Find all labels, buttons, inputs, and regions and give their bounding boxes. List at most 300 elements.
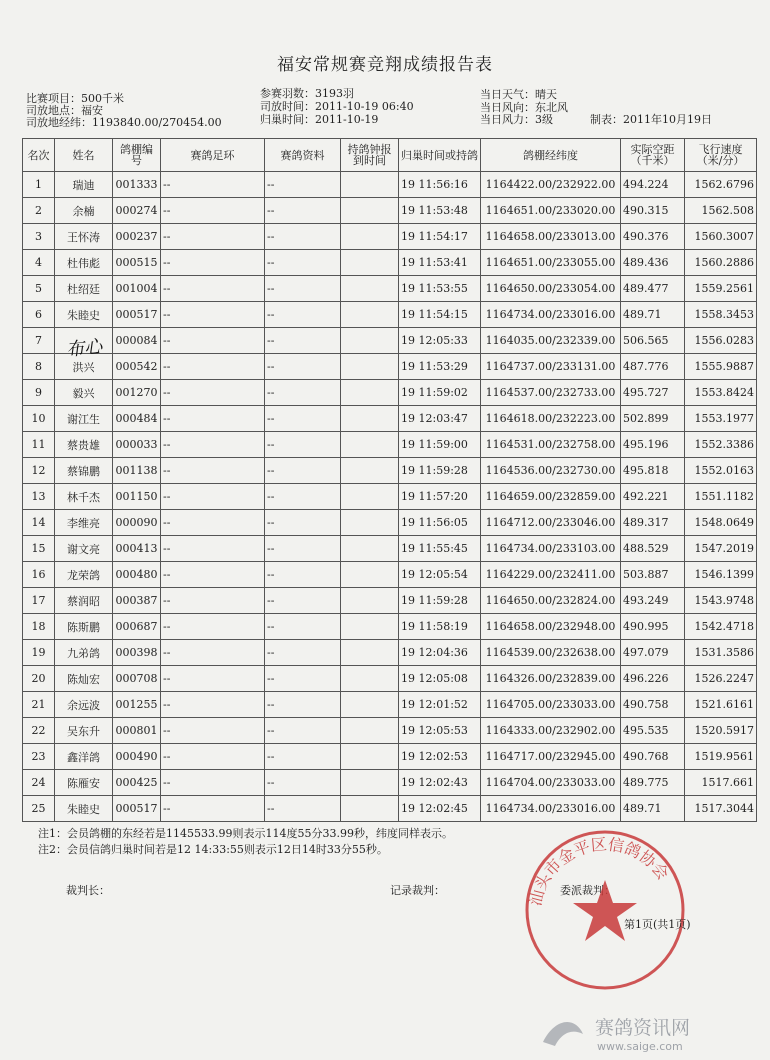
return-day: 19 [401, 594, 415, 607]
cell-loft: 000480 [113, 562, 161, 588]
table-row [23, 250, 757, 276]
cell-distance: 488.529 [621, 536, 685, 562]
cell-return-time [399, 276, 481, 302]
cell-distance: 490.376 [621, 224, 685, 250]
cell-rank: 23 [23, 744, 55, 770]
svg-text:赛鸽资讯网: 赛鸽资讯网 [595, 1017, 691, 1039]
cell-loft: 000084 [113, 328, 161, 354]
cell-name: 陈灿宏 [55, 666, 113, 692]
cell-ring: -- [161, 354, 265, 380]
cell-speed: 1520.5917 [685, 718, 757, 744]
table-row [23, 172, 757, 198]
cell-speed: 1546.1399 [685, 562, 757, 588]
chief-judge-label: 裁判长： [66, 884, 110, 897]
release-place: 司放地点：福安 [26, 104, 103, 117]
table-row [23, 406, 757, 432]
return-clock: 11:54:15 [418, 308, 468, 321]
cell-coords: 1164734.00/233016.00 [481, 796, 621, 822]
cell-name: 朱睦史 [55, 796, 113, 822]
cell-speed: 1552.3386 [685, 432, 757, 458]
return-day: 19 [401, 256, 415, 269]
cell-speed: 1517.661 [685, 770, 757, 796]
cell-report [341, 380, 399, 406]
cell-coords: 1164539.00/232638.00 [481, 640, 621, 666]
cell-return-time [399, 744, 481, 770]
cell-loft: 000517 [113, 302, 161, 328]
return-clock: 11:53:29 [418, 360, 468, 373]
cell-report [341, 718, 399, 744]
cell-name: 蔡锦鹏 [55, 458, 113, 484]
cell-loft: 000237 [113, 224, 161, 250]
event-label: 比赛项目：500千米 [26, 92, 124, 105]
cell-return-time [399, 796, 481, 822]
return-clock: 11:59:02 [418, 386, 468, 399]
cell-name: 毅兴 [55, 380, 113, 406]
cell-report [341, 666, 399, 692]
table-row [23, 744, 757, 770]
cell-name: 蔡润昭 [55, 588, 113, 614]
cell-ring: -- [161, 484, 265, 510]
cell-rank: 16 [23, 562, 55, 588]
table-row [23, 718, 757, 744]
cell-speed: 1542.4718 [685, 614, 757, 640]
cell-rank: 10 [23, 406, 55, 432]
cell-distance: 495.535 [621, 718, 685, 744]
col-report: 持鸽钟报到时间 [341, 139, 399, 172]
cell-speed: 1562.508 [685, 198, 757, 224]
return-day: 19 [401, 698, 415, 711]
cell-info: -- [265, 666, 341, 692]
cell-speed: 1547.2019 [685, 536, 757, 562]
cell-rank: 18 [23, 614, 55, 640]
cell-rank: 22 [23, 718, 55, 744]
cell-return-time [399, 510, 481, 536]
return-clock: 11:57:20 [418, 490, 468, 503]
return-day: 19 [401, 776, 415, 789]
cell-info: -- [265, 692, 341, 718]
return-clock: 12:02:45 [418, 802, 468, 815]
cell-ring: -- [161, 172, 265, 198]
cell-coords: 1164422.00/232922.00 [481, 172, 621, 198]
cell-info: -- [265, 796, 341, 822]
return-clock: 11:55:45 [418, 542, 468, 555]
cell-info: -- [265, 432, 341, 458]
cell-name: 陈雁安 [55, 770, 113, 796]
table-row [23, 588, 757, 614]
cell-ring: -- [161, 718, 265, 744]
cell-coords: 1164531.00/232758.00 [481, 432, 621, 458]
cell-rank: 15 [23, 536, 55, 562]
return-clock: 11:59:28 [418, 464, 468, 477]
return-day: 19 [401, 360, 415, 373]
cell-rank: 20 [23, 666, 55, 692]
cell-name: 李维亮 [55, 510, 113, 536]
cell-ring: -- [161, 770, 265, 796]
cell-coords: 1164704.00/233033.00 [481, 770, 621, 796]
cell-coords: 1164229.00/232411.00 [481, 562, 621, 588]
cell-coords: 1164651.00/233055.00 [481, 250, 621, 276]
cell-info: -- [265, 536, 341, 562]
cell-return-time [399, 770, 481, 796]
return-clock: 11:53:55 [418, 282, 468, 295]
cell-distance: 492.221 [621, 484, 685, 510]
cell-report [341, 744, 399, 770]
cell-coords: 1164536.00/232730.00 [481, 458, 621, 484]
cell-distance: 497.079 [621, 640, 685, 666]
cell-ring: -- [161, 510, 265, 536]
table-row [23, 302, 757, 328]
cell-report [341, 406, 399, 432]
cell-report [341, 276, 399, 302]
cell-return-time [399, 692, 481, 718]
cell-name: 鑫洋鸽 [55, 744, 113, 770]
cell-distance: 494.224 [621, 172, 685, 198]
return-clock: 11:56:05 [418, 516, 468, 529]
cell-return-time [399, 614, 481, 640]
cell-return-time [399, 588, 481, 614]
cell-distance: 495.727 [621, 380, 685, 406]
cell-ring: -- [161, 562, 265, 588]
cell-name: 余远波 [55, 692, 113, 718]
cell-rank: 19 [23, 640, 55, 666]
svg-text:www.saige.com: www.saige.com [597, 1040, 683, 1053]
cell-info: -- [265, 510, 341, 536]
table-row [23, 328, 757, 354]
table-row [23, 770, 757, 796]
table-row [23, 276, 757, 302]
return-clock: 11:53:41 [418, 256, 468, 269]
cell-ring: -- [161, 666, 265, 692]
cell-info: -- [265, 328, 341, 354]
cell-return-time [399, 302, 481, 328]
cell-coords: 1164618.00/232223.00 [481, 406, 621, 432]
cell-speed: 1517.3044 [685, 796, 757, 822]
cell-return-time [399, 562, 481, 588]
cell-rank: 3 [23, 224, 55, 250]
cell-report [341, 692, 399, 718]
made-date: 制表：2011年10月19日 [590, 113, 712, 126]
return-day: 19 [401, 750, 415, 763]
cell-coords: 1164650.00/233054.00 [481, 276, 621, 302]
cell-name: 吴东升 [55, 718, 113, 744]
results-table [22, 138, 757, 822]
cell-report [341, 458, 399, 484]
return-clock: 12:05:54 [418, 568, 468, 581]
cell-info: -- [265, 744, 341, 770]
cell-ring: -- [161, 588, 265, 614]
cell-speed: 1555.9887 [685, 354, 757, 380]
entries-count: 参赛羽数：3193羽 [260, 87, 354, 100]
cell-ring: -- [161, 328, 265, 354]
cell-distance: 489.317 [621, 510, 685, 536]
table-row [23, 614, 757, 640]
cell-report [341, 172, 399, 198]
return-day: 19 [401, 568, 415, 581]
return-clock: 11:56:16 [418, 178, 468, 191]
cell-speed: 1521.6161 [685, 692, 757, 718]
cell-info: -- [265, 484, 341, 510]
cell-info: -- [265, 718, 341, 744]
cell-ring: -- [161, 380, 265, 406]
cell-speed: 1519.9561 [685, 744, 757, 770]
wind-force: 当日风力：3级 [480, 113, 553, 126]
cell-loft: 000425 [113, 770, 161, 796]
cell-loft: 000387 [113, 588, 161, 614]
cell-report [341, 302, 399, 328]
table-row [23, 380, 757, 406]
cell-coords: 1164651.00/233020.00 [481, 198, 621, 224]
cell-speed: 1556.0283 [685, 328, 757, 354]
cell-return-time [399, 224, 481, 250]
cell-return-time [399, 380, 481, 406]
cell-speed: 1562.6796 [685, 172, 757, 198]
col-rank: 名次 [23, 139, 55, 172]
cell-report [341, 640, 399, 666]
cell-loft: 000517 [113, 796, 161, 822]
cell-distance: 489.71 [621, 796, 685, 822]
weather: 当日天气：晴天 [480, 88, 557, 101]
cell-return-time [399, 718, 481, 744]
cell-loft: 000708 [113, 666, 161, 692]
svg-text:汕头市金平区信鸽协会: 汕头市金平区信鸽协会 [525, 834, 673, 908]
cell-distance: 490.758 [621, 692, 685, 718]
return-day: 19 [401, 490, 415, 503]
cell-distance: 487.776 [621, 354, 685, 380]
record-judge-label: 记录裁判： [390, 884, 445, 897]
cell-name: 王怀涛 [55, 224, 113, 250]
cell-name: 朱睦史 [55, 302, 113, 328]
col-loft: 鸽棚编号 [113, 139, 161, 172]
cell-distance: 490.995 [621, 614, 685, 640]
table-row [23, 458, 757, 484]
wind-direction: 当日风向：东北风 [480, 101, 568, 114]
cell-ring: -- [161, 692, 265, 718]
cell-speed: 1553.8424 [685, 380, 757, 406]
cell-coords: 1164537.00/232733.00 [481, 380, 621, 406]
cell-ring: -- [161, 458, 265, 484]
handwritten-name: 布心 [65, 336, 104, 361]
cell-coords: 1164658.00/233013.00 [481, 224, 621, 250]
return-clock: 11:54:17 [418, 230, 468, 243]
cell-loft: 000801 [113, 718, 161, 744]
return-date: 归巢时间：2011-10-19 [260, 113, 379, 126]
cell-return-time [399, 536, 481, 562]
cell-loft: 001255 [113, 692, 161, 718]
cell-distance: 495.818 [621, 458, 685, 484]
cell-loft: 000515 [113, 250, 161, 276]
return-clock: 12:02:53 [418, 750, 468, 763]
cell-rank: 21 [23, 692, 55, 718]
notes [38, 826, 453, 858]
return-clock: 11:58:19 [418, 620, 468, 633]
return-clock: 11:53:48 [418, 204, 468, 217]
cell-speed: 1543.9748 [685, 588, 757, 614]
cell-speed: 1553.1977 [685, 406, 757, 432]
cell-rank: 11 [23, 432, 55, 458]
col-dist: 实际空距（千米） [621, 139, 685, 172]
cell-return-time [399, 406, 481, 432]
return-day: 19 [401, 646, 415, 659]
cell-info: -- [265, 224, 341, 250]
return-clock: 12:03:47 [418, 412, 468, 425]
cell-return-time [399, 484, 481, 510]
cell-info: -- [265, 588, 341, 614]
cell-loft: 000542 [113, 354, 161, 380]
cell-ring: -- [161, 198, 265, 224]
table-row [23, 536, 757, 562]
cell-rank: 14 [23, 510, 55, 536]
note-1: 注1：会员鸽棚的东经若是1145533.99则表示114度55分33.99秒，纬度同样表示。 [38, 827, 453, 840]
table-row [23, 198, 757, 224]
cell-speed: 1552.0163 [685, 458, 757, 484]
return-clock: 12:02:43 [418, 776, 468, 789]
cell-coords: 1164658.00/232948.00 [481, 614, 621, 640]
cell-ring: -- [161, 224, 265, 250]
return-day: 19 [401, 334, 415, 347]
cell-name: 陈斯鹏 [55, 614, 113, 640]
cell-speed: 1531.3586 [685, 640, 757, 666]
table-row [23, 354, 757, 380]
return-day: 19 [401, 412, 415, 425]
cell-return-time [399, 328, 481, 354]
return-day: 19 [401, 542, 415, 555]
cell-rank: 9 [23, 380, 55, 406]
cell-return-time [399, 458, 481, 484]
cell-loft: 001004 [113, 276, 161, 302]
col-ring: 赛鸽足环 [161, 139, 265, 172]
cell-rank: 1 [23, 172, 55, 198]
cell-loft: 001138 [113, 458, 161, 484]
cell-rank: 6 [23, 302, 55, 328]
cell-rank: 17 [23, 588, 55, 614]
return-day: 19 [401, 516, 415, 529]
cell-distance: 489.775 [621, 770, 685, 796]
return-day: 19 [401, 204, 415, 217]
cell-info: -- [265, 406, 341, 432]
cell-rank: 7 [23, 328, 55, 354]
cell-speed: 1558.3453 [685, 302, 757, 328]
cell-loft: 000490 [113, 744, 161, 770]
table-header-row [23, 139, 757, 172]
watermark-logo [535, 1012, 760, 1056]
return-clock: 12:05:08 [418, 672, 468, 685]
cell-ring: -- [161, 744, 265, 770]
col-return: 归巢时间或持鸽 [399, 139, 481, 172]
cell-return-time [399, 172, 481, 198]
cell-ring: -- [161, 250, 265, 276]
cell-coords: 1164333.00/232902.00 [481, 718, 621, 744]
cell-loft: 000090 [113, 510, 161, 536]
table-row [23, 432, 757, 458]
cell-report [341, 614, 399, 640]
table-row [23, 796, 757, 822]
table-row [23, 484, 757, 510]
cell-speed: 1560.2886 [685, 250, 757, 276]
cell-report [341, 562, 399, 588]
cell-loft: 000484 [113, 406, 161, 432]
return-clock: 12:01:52 [418, 698, 468, 711]
cell-rank: 5 [23, 276, 55, 302]
cell-coords: 1164734.00/233016.00 [481, 302, 621, 328]
cell-info: -- [265, 198, 341, 224]
cell-name: 杜绍廷 [55, 276, 113, 302]
cell-ring: -- [161, 432, 265, 458]
cell-report [341, 484, 399, 510]
cell-loft: 000274 [113, 198, 161, 224]
cell-distance: 503.887 [621, 562, 685, 588]
cell-loft: 001270 [113, 380, 161, 406]
return-clock: 12:05:53 [418, 724, 468, 737]
cell-coords: 1164326.00/232839.00 [481, 666, 621, 692]
cell-info: -- [265, 614, 341, 640]
table-row [23, 692, 757, 718]
cell-info: -- [265, 354, 341, 380]
table-row [23, 224, 757, 250]
cell-info: -- [265, 276, 341, 302]
cell-report [341, 250, 399, 276]
return-clock: 12:04:36 [418, 646, 468, 659]
cell-report [341, 510, 399, 536]
release-time: 司放时间：2011-10-19 06:40 [260, 100, 414, 113]
return-day: 19 [401, 282, 415, 295]
cell-speed: 1551.1182 [685, 484, 757, 510]
page-info: 第1页(共1页) [624, 918, 691, 931]
cell-report [341, 536, 399, 562]
cell-name: 瑞迪 [55, 172, 113, 198]
cell-name: 杜伟彪 [55, 250, 113, 276]
cell-info: -- [265, 458, 341, 484]
cell-report [341, 588, 399, 614]
return-day: 19 [401, 386, 415, 399]
cell-report [341, 224, 399, 250]
release-coords: 司放地经纬：1193840.00/270454.00 [26, 116, 222, 129]
cell-ring: -- [161, 614, 265, 640]
cell-return-time [399, 666, 481, 692]
col-info: 赛鸽资料 [265, 139, 341, 172]
cell-rank: 2 [23, 198, 55, 224]
cell-name: 谢江生 [55, 406, 113, 432]
cell-info: -- [265, 172, 341, 198]
cell-return-time [399, 354, 481, 380]
cell-name: 林千杰 [55, 484, 113, 510]
cell-report [341, 432, 399, 458]
cell-rank: 8 [23, 354, 55, 380]
return-day: 19 [401, 724, 415, 737]
cell-info: -- [265, 250, 341, 276]
cell-loft: 000687 [113, 614, 161, 640]
cell-distance: 489.71 [621, 302, 685, 328]
cell-ring: -- [161, 536, 265, 562]
cell-coords: 1164734.00/233103.00 [481, 536, 621, 562]
cell-info: -- [265, 380, 341, 406]
cell-distance: 506.565 [621, 328, 685, 354]
cell-speed: 1559.2561 [685, 276, 757, 302]
cell-coords: 1164705.00/233033.00 [481, 692, 621, 718]
return-day: 19 [401, 178, 415, 191]
cell-report [341, 198, 399, 224]
cell-loft: 001333 [113, 172, 161, 198]
cell-loft: 000413 [113, 536, 161, 562]
cell-rank: 13 [23, 484, 55, 510]
cell-loft: 000398 [113, 640, 161, 666]
cell-name: 余楠 [55, 198, 113, 224]
cell-report [341, 770, 399, 796]
return-day: 19 [401, 230, 415, 243]
cell-return-time [399, 640, 481, 666]
return-day: 19 [401, 620, 415, 633]
return-day: 19 [401, 308, 415, 321]
return-day: 19 [401, 802, 415, 815]
